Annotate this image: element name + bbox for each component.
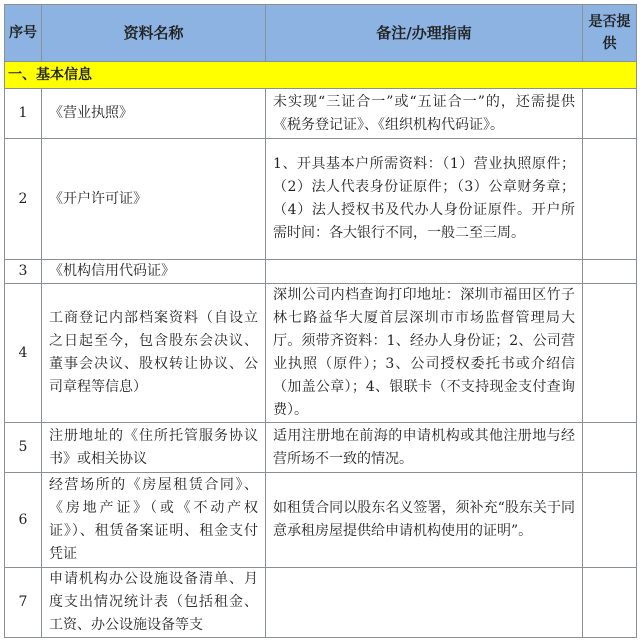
row-notes: 适用注册地在前海的申请机构或其他注册地与经营所场不一致的情况。 [266, 423, 583, 473]
table-row [5, 260, 637, 284]
table-row [5, 139, 637, 260]
table-row [5, 568, 637, 638]
header-provided: 是否提供 [583, 5, 637, 62]
header-seq: 序号 [5, 5, 42, 62]
header-notes: 备注/办理指南 [266, 5, 583, 62]
row-name: 《机构信用代码证》 [42, 260, 266, 284]
row-notes [266, 568, 583, 638]
row-seq: 6 [5, 473, 42, 568]
row-notes: 深圳公司内档查询打印地址：深圳市福田区竹子林七路益华大厦首层深圳市市场监督管理局大厅。须带齐资料：1、经办人身份证；2、公司营业执照（原件）；3、公司授权委托书或介绍信（加盖公章）；4、银联卡（不支持现金支付查询费）。 [266, 284, 583, 423]
section-row [5, 62, 637, 89]
row-seq: 4 [5, 284, 42, 423]
row-provided[interactable] [583, 423, 637, 473]
section-title: 一、基本信息 [5, 62, 637, 89]
table-header [5, 5, 637, 62]
row-name: 申请机构办公设施设备清单、月度支出情况统计表（包括租金、工资、办公设施设备等支 [42, 568, 266, 638]
row-seq: 1 [5, 89, 42, 139]
row-name: 《开户许可证》 [42, 139, 266, 260]
materials-table [4, 4, 637, 638]
row-seq: 5 [5, 423, 42, 473]
row-seq: 3 [5, 260, 42, 284]
row-provided[interactable] [583, 473, 637, 568]
table-row [5, 423, 637, 473]
table-row [5, 284, 637, 423]
row-name: 注册地址的《住所托管服务协议书》或相关协议 [42, 423, 266, 473]
row-notes: 1、开具基本户所需资料：（1）营业执照原件；（2）法人代表身份证原件；（3）公章财务章；（4）法人授权书及代办人身份证原件。开户所需时间：各大银行不同，一般二至三周。 [266, 139, 583, 260]
row-provided[interactable] [583, 139, 637, 260]
row-notes: 如租赁合同以股东名义签署，须补充“股东关于同意承租房屋提供给申请机构使用的证明”。 [266, 473, 583, 568]
table-row [5, 473, 637, 568]
row-notes: 未实现“三证合一”或“五证合一”的，还需提供《税务登记证》、《组织机构代码证》。 [266, 89, 583, 139]
row-name: 《营业执照》 [42, 89, 266, 139]
row-name: 经营场所的《房屋租赁合同》、《房地产证》（或《不动产权证》）、租赁备案证明、租金支付凭证 [42, 473, 266, 568]
row-seq: 2 [5, 139, 42, 260]
row-seq: 7 [5, 568, 42, 638]
row-provided[interactable] [583, 260, 637, 284]
row-provided[interactable] [583, 568, 637, 638]
row-provided[interactable] [583, 89, 637, 139]
row-name: 工商登记内部档案资料（自设立之日起至今，包含股东会决议、董事会决议、股权转让协议、公司章程等信息） [42, 284, 266, 423]
table-row [5, 89, 637, 139]
row-provided[interactable] [583, 284, 637, 423]
row-notes [266, 260, 583, 284]
header-name: 资料名称 [42, 5, 266, 62]
